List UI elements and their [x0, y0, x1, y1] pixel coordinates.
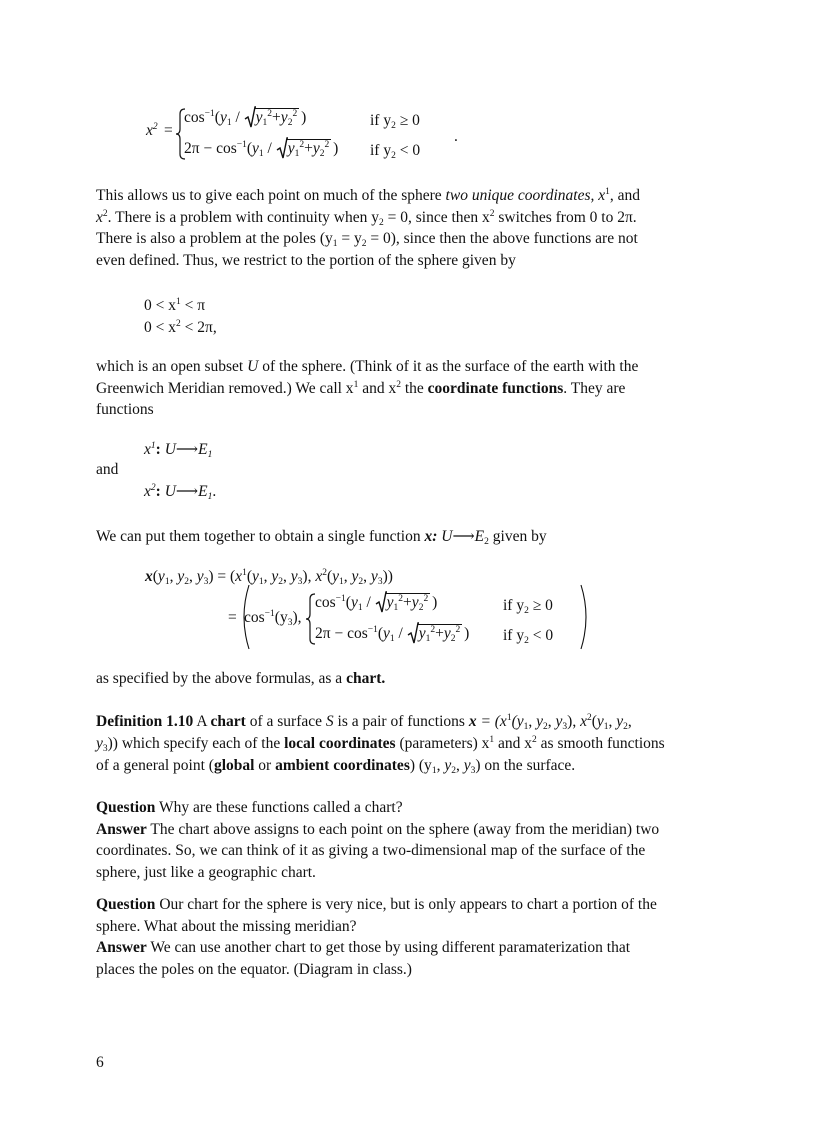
question-label: Question [96, 896, 156, 913]
right-paren-icon [580, 584, 592, 650]
inequality-x2: $0 < x^2 < 2\pi$, [144, 319, 217, 336]
eq2-case2-condition: if $y_2 < 0$ [503, 627, 554, 646]
eq2-case1-condition: if $y_2 \ge 0$ [503, 597, 553, 616]
eq2-first-component: $\cos^{-1}(y_3)$, [244, 609, 302, 628]
question-label: Question [96, 799, 156, 816]
eq1-case2-condition: if $y_2 < 0$ [370, 142, 421, 161]
eq2-line1: $x(y_1$, $y_2$, $y_3) = (x^1(y_1$, $y_2$, $y_3$), $x^2(y_1$, $y_2$, $y_3$)) [145, 568, 393, 587]
paragraph-coordinate-functions: which is an open subset U of the sphere. (Think of it as the surface of the earth with the Greenwich Meridian removed.) We call $x^1$ and $x^2$ the coordinate functions. They are functions [96, 358, 639, 418]
paragraph-single-function: We can put them together to obtain a single function x: $U⟶E_2$ given by [96, 528, 547, 547]
word-and: and [96, 461, 119, 478]
question-answer-2: Question Our chart for the sphere is very nice, but is only appears to chart a portion of the sphere. What about the missing meridian? Answer We can use another chart to get those by using different paramaterization that places the poles on the equator. (Diagram in class.) [96, 896, 657, 978]
eq2-case2-expr: $2\pi - \cos^{-1}(y_1$ / $y_1^2+y_2^2$ ) [315, 625, 470, 644]
question-answer-1: Question Why are these functions called a chart? Answer The chart above assigns to each point on the sphere (away from the meridian) two coordinates. So, we can think of it as giving a two-dimensional map of the surface of the sphere, just like a geographic chart. [96, 799, 660, 881]
definition-label: Definition 1.10 [96, 713, 194, 730]
paragraph-unique-coordinates: This allows us to give each point on much of the sphere two unique coordinates, $x^1$, and $x^2$. There is a problem with continuity when $y_2 = 0$, since then $x^2$ switches from 0 to 2π. There is also a problem at the poles $(y_1 = y_2 = 0)$, since then the above functions are not even defined. Thus, we restrict to the portion of the sphere given by [96, 187, 641, 269]
eq1-period: . [454, 128, 458, 145]
eq1-lhs: $x^2$ [146, 122, 158, 139]
function-x2: $x^2$: $U⟶E_1$. [144, 483, 217, 502]
inequality-x1: $0 < x^1 < \pi$ [144, 297, 206, 314]
paragraph-chart-intro: as specified by the above formulas, as a chart. [96, 670, 386, 687]
function-x1: $x^1$: $U⟶E_1$ [144, 441, 213, 460]
eq2-equals: = [228, 609, 237, 626]
domain-inequalities [144, 295, 217, 339]
page-number: 6 [96, 1054, 104, 1071]
answer-label: Answer [96, 939, 147, 956]
eq2-case1-expr: $\cos^{-1}(y_1$ / $y_1^2+y_2^2$ ) [315, 594, 438, 613]
answer-label: Answer [96, 820, 147, 838]
eq1-equals: = [164, 122, 173, 139]
eq1-case1-expr: $\cos^{-1}(y_1$ / $y_1^2+y_2^2$ ) [184, 109, 307, 128]
eq1-case1-condition: if $y_2 \ge 0$ [370, 112, 420, 131]
definition-1-10: Definition 1.10 A chart of a surface S is a pair of functions $x = (x^1(y_1$, $y_2$, $y_3$), $x^2(y_1$, $y_2$, $y_3$)) which specify each of the local coordinates (parameters) $x^1$ and $x^2$ as smooth functions of a general point (global or ambient coordinates) ($y_1$, $y_2$, $y_3$) on the surface. [96, 713, 665, 776]
eq1-case2-expr: $2\pi - \cos^{-1}(y_1$ / $y_1^2+y_2^2$ ) [184, 140, 339, 159]
